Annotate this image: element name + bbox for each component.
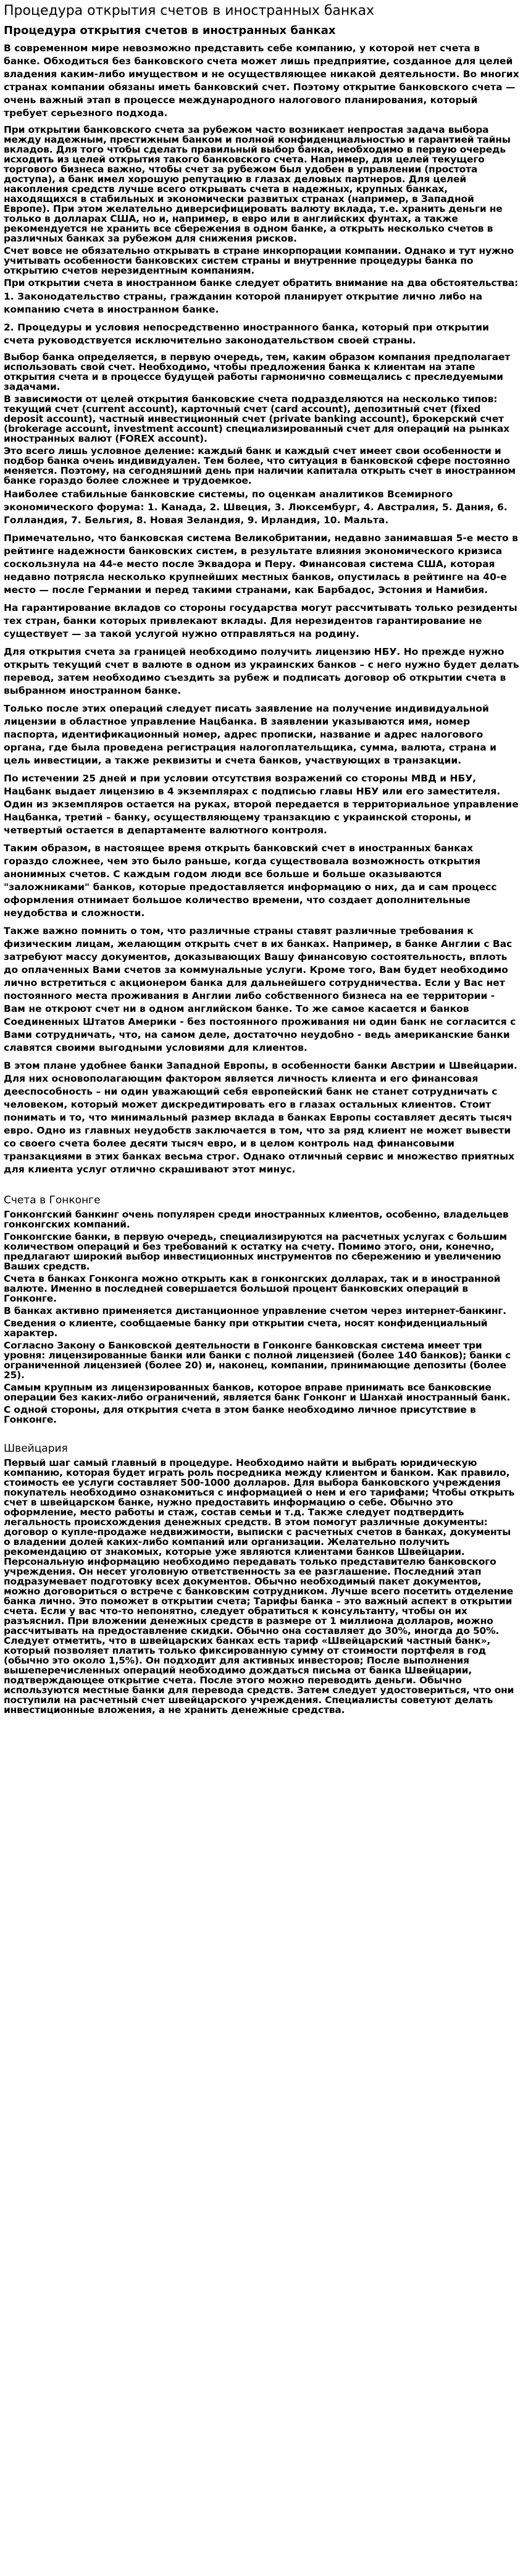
- section-opening-accounts: [4, 23, 519, 1176]
- paragraph: По истечении 25 дней и при условии отсутствия возражений со стороны МВД и НБУ, Нацбанк выдает лицензию в 4 экземплярах с подписью главы НБУ или его заместителя. Один из экземпляров остается на руках, второй передается в территориальное управление Нацбанка, третий – банку, осуществляющему транзакцию с украинской стороны, и четвертый остается в департаменте валютного контроля.: [4, 773, 519, 836]
- paragraph: Только после этих операций следует писать заявление на получение индивидуальной лицензии в областное управление Нацбанка. В заявлении указываются имя, номер паспорта, идентификационный номер, адрес прописки, название и адрес налогового органа, где была проведена регистрация налогоплательщика, сумма, валюта, страна и цель инвестиции, а также реквизиты и счета банков, участвующих в транзакции.: [4, 703, 496, 766]
- paragraph: При открытии банковского счета за рубежом часто возникает непростая задача выбора между надежным, престижным банком и полной конфиденциальностью и гарантией тайны вкладов. Для того чтобы сделать правильный выбор банка, необходимо в первую очередь исходить из целей открытия такого банковского счета. Например, для целей текущего торгового бизнеса важно, чтобы счет за рубежом был удобен в управлении (простота доступа), а банк имел хорошую репутацию в глазах деловых партнеров. Для целей накопления средств лучше всего открывать счета в надежных, крупных банках, находящихся в стабильных и экономически развитых странах (например, в Западной Европе). При этом желательно диверсифицировать валюту вклада, т.е. хранить деньги не только в долларах США, но и, например, в евро или в английских фунтах, а также рекомендуется не хранить все сбережения в одном банке, а открыть несколько счетов в различных банках за рубежом для снижения рисков.: [4, 124, 511, 244]
- paragraph: В современном мире невозможно представить себе компанию, у которой нет счета в банке. Обходиться без банковского счета может лишь предприятие, созданное для целей владения каким-либо имуществом и не осуществляющее никакой деятельности. Во многих странах компании обязаны иметь банковский счет. Поэтому открытие банковского счета — очень важный этап в процессе международного налогового планирования, который требует серьезного подхода.: [4, 43, 519, 119]
- section-title: Швейцария: [4, 1442, 68, 1455]
- paragraph: 2. Процедуры и условия непосредственно иностранного банка, который при открытии счета руководствуется исключительно законодательством своей страны.: [4, 322, 489, 346]
- paragraph: На гарантирование вкладов со стороны государства могут рассчитывать только резиденты тех стран, банки которых привлекают вклады. Для нерезидентов гарантирование не существует — за такой услугой нужно отправляться на родину.: [4, 602, 517, 639]
- section-title: Процедура открытия счетов в иностранных банках: [4, 24, 336, 37]
- paragraph: Примечательно, что банковская система Великобритании, недавно занимавшая 5-е место в рейтинге надежности банковских систем, в результате влияния экономического кризиса соскользнула на 44-е место после Эквадора и Перу. Финансовая система США, которая недавно потрясла несколько крупнейших местных банков, опустилась в рейтинге на 40-е место — после Германии и перед такими странами, как Барбадос, Эстония и Намибия.: [4, 532, 518, 596]
- section-title: Счета в Гонконге: [4, 1194, 101, 1206]
- paragraph: Наиболее стабильные банковские системы, по оценкам аналитиков Всемирного экономического форума: 1. Канада, 2. Швеция, 3. Люксембург, 4. Австралия, 5. Дания, 6. Голландия, 7. Бельгия, 8. Новая Зеландия, 9. Ирландия, 10. Мальта.: [4, 489, 508, 526]
- paragraph: Самым крупным из лицензированных банков, которое вправе принимать все банковские операции без каких-либо ограничений, является банк Гонконг и Шанхай иностранный банк.: [4, 1382, 511, 1403]
- paragraph: Согласно Закону о Банковской деятельности в Гонконге банковская система имеет три уровня: лицензированные банки или банки с полной лицензией (более 140 банков); банки с ограниченной лицензией (более 20) и, наконец, компании, принимающие депозиты (более 25).: [4, 1340, 511, 1381]
- paragraph: Для открытия счета за границей необходимо получить лицензию НБУ. Но прежде нужно открыть текущий счет в валюте в одном из украинских банков – с него нужно будет делать перевод, затем необходимо съездить за рубеж и подписать договор об открытии счета в выбранном иностранном банке.: [4, 646, 519, 696]
- paragraph: Выбор банка определяется, в первую очередь, тем, каким образом компания предполагает использовать свой счет. Необходимо, чтобы предложения банка к клиентам на этапе открытия счета и в процессе будущей работы гармонично совмещались с преследуемыми задачами.: [4, 351, 511, 392]
- page-title: Процедура открытия счетов в иностранных банках: [4, 3, 375, 19]
- paragraph: В этом плане удобнее банки Западной Европы, в особенности банки Австрии и Швейцарии. Для них основополагающим фактором является личность клиента и его финансовая дееспособность – ни один уважающий себя европейский банк не станет сотрудничать с человеком, который может дискредитировать его в глазах остальных клиентов. Стоит понимать и то, что минимальный размер вклада в банках Европы составляет десять тысяч евро. Одно из главных неудобств заключается в том, что за ряд клиент не может вывести со своего счета более десяти тысяч евро, и в целом контроль над финансовыми транзакциями в этих банках весьма строг. Однако отличный сервис и множество приятных для клиента услуг отлично скрашивают этот минус.: [4, 1060, 517, 1175]
- paragraph: Гонконгские банки, в первую очередь, специализируются на расчетных услугах с большим количеством операций и без требований к остатку на счету. Помимо этого, они, конечно, предлагают широкий выбор инвестиционных инструментов по сбережению и увеличению Ваших средств.: [4, 1231, 508, 1272]
- paragraph: При открытии счета в иностранном банке следует обратить внимание на два обстоятельства:: [4, 277, 519, 288]
- paragraph: Таким образом, в настоящее время открыть банковский счет в иностранных банках гораздо сложнее, чем это было раньше, когда существовала возможность открытия анонимных счетов. С каждым годом люди все больше и больше оказываются "заложниками" банков, которые предоставляется информацию о них, да и сам процесс оформления отнимает большое количество времени, что создает дополнительные неудобства и сложности.: [4, 843, 497, 919]
- paragraph: Счет вовсе не обязательно открывать в стране инкорпорации компании. Однако и тут нужно учитывать особенности банковских систем страны и внутренние процедуры банка по открытию счетов нерезидентным компаниям.: [4, 245, 514, 276]
- paragraph: В банках активно применяется дистанционное управление счетом через интернет-банкинг.: [4, 1305, 506, 1316]
- paragraph: 1. Законодательство страны, гражданин которой планирует открытие лично либо на компанию счета в иностранном банке.: [4, 291, 483, 315]
- paragraph: Также важно помнить о том, что различные страны ставят различные требования к физическим лицам, желающим открыть счет в их банках. Например, в банке Англии с Вас затребуют массу документов, доказывающих Вашу финансовую состоятельность, вплоть до оплаченных Вами счетов за коммунальные услуги. Кроме того, Вам будет необходимо лично встретиться с акционером банка для дальнейшего сотрудничества. Если у Вас нет постоянного места проживания в Англии либо собственного бизнеса на ее территории - Вам не откроют счет ни в одном английском банке. То же самое касается и банков Соединенных Штатов Америки - без постоянного проживания ни один банк не согласится с Вами сотрудничать, что, на самом деле, достаточно неудобно - ведь американские банки славятся своими выгодными условиями для клиентов.: [4, 925, 516, 1053]
- section-switzerland: [4, 1442, 519, 1715]
- paragraph: В зависимости от целей открытия банковские счета подразделяются на несколько типов: текущий счет (current account), карточный счет (card account), депозитный счет (fixed deposit account), частный инвестиционный счет (private banking account), брокерский счет (brokerage account, investment account) специализированный счет для операций на рынках иностранных валют (FOREX account).: [4, 394, 509, 444]
- paragraph: Счета в банках Гонконга можно открыть как в гонконгских долларах, так и в иностранной валюте. Именно в последней совершается большой процент банковских операций в Гонконге.: [4, 1273, 501, 1304]
- paragraph: С одной стороны, для открытия счета в этом банке необходимо личное присутствие в Гонконге.: [4, 1404, 476, 1425]
- paragraph: Сведения о клиенте, сообщаемые банку при открытии счета, носят конфиденциальный характер.: [4, 1318, 488, 1339]
- paragraph: Это всего лишь условное деление: каждый банк и каждый счет имеет свои особенности и подбор банка очень индивидуален. Тем более, что ситуация в банковской сфере постоянно меняется. Поэтому, на сегодняшний день при наличии капитала открыть счет в иностранном банке гораздо более сложнее и трудоемкое.: [4, 445, 516, 486]
- section-hong-kong: [4, 1193, 519, 1425]
- paragraph: Гонконгский банкинг очень популярен среди иностранных клиентов, особенно, владельцев гонконгских компаний.: [4, 1209, 509, 1230]
- paragraph: Первый шаг самый главный в процедуре. Необходимо найти и выбрать юридическую компанию, которая будет играть роль посредника между клиентом и банком. Как правило, стоимость ее услуги составляет 500-1000 долларов. Для выбора банковского учреждения покупатель необходимо ознакомиться с информацией о нем и его тарифами; Чтобы открыть счет в швейцарском банке, нужно предоставить информацию о себе. Обычно это оформление, место работы и стаж, состав семьи и т.д. Также следует подтвердить легальность происхождения денежных средств. В этом помогут различные документы: договор о купле-продаже недвижимости, выписки с расчетных счетов в банках, документы о владении долей каких-либо компаний или организации. Желательно получить рекомендацию от знакомых, которые уже являются клиентами банков Швейцарии. Персональную информацию необходимо передавать только представителю банковского учреждения. Он несет уголовную ответственность за ее разглашение. Последний этап подразумевает подготовку всех документов. Обычно необходимый пакет документов, можно договориться о встрече с банковским сотрудником. Лучше всего посетить отделение банка лично. Это поможет в открытии счета; Тарифы банка – это важный аспект в открытии счета. Если у вас что-то непонятно, следует обратиться к консультанту, чтобы он их разъяснил. При вложении денежных средств в размере от 1 миллиона долларов, можно рассчитывать на предоставление скидки. Обычно она составляет до 30%, иногда до 50%. Следует отметить, что в швейцарских банках есть тариф «Швейцарский частный банк», который позволяет платить только фиксированную сумму от стоимости портфеля в год (обычно это около 1,5%). Он подходит для активных инвесторов; После выполнения вышеперечисленных операций необходимо дождаться письма от банка Швейцарии, подтверждающее открытие счета. После этого можно переводить деньги. Обычно используются местные банки для перевода средств. Затем следует удостовериться, что они поступили на расчетный счет швейцарского учреждения. Специалисты советуют делать инвестиционные вложения, а не хранить денежные средства.: [4, 1457, 515, 1715]
